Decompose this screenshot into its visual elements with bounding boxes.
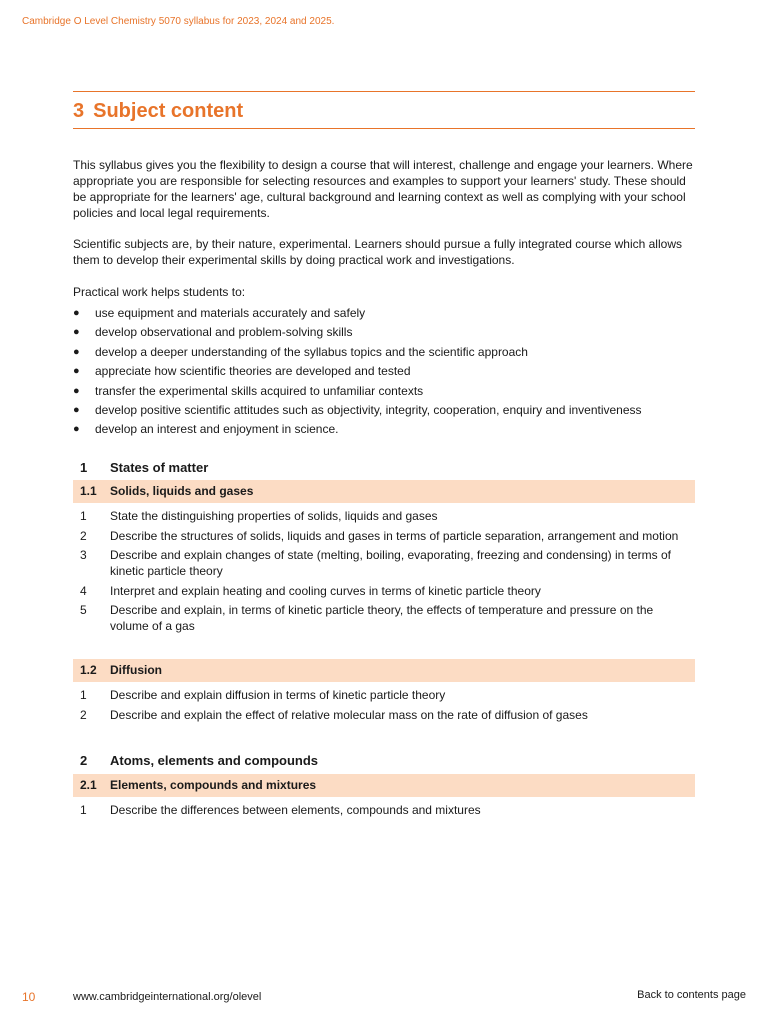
list-item: ● use equipment and materials accurately and safely (73, 304, 695, 323)
list-item: 4 Interpret and explain heating and cooling curves in terms of kinetic particle theory (80, 583, 541, 598)
intro-paragraph-1: This syllabus gives you the flexibility to design a course that will interest, challenge and engage your learners. Where appropriate you are responsible for selecting resources and examples to support your learners' study. These should be appropriate for the learners' age, cultural background and learning context as well as complying with your school policies and local legal requirements. (73, 158, 693, 220)
running-header: Cambridge O Level Chemistry 5070 syllabus for 2023, 2024 and 2025. (22, 16, 335, 27)
list-item: ● develop an interest and enjoyment in science. (73, 420, 695, 439)
website-link[interactable]: www.cambridgeinternational.org/olevel (73, 991, 262, 1003)
list-item: 1 Describe the differences between elements, compounds and mixtures (80, 803, 481, 817)
subtopic-bar (73, 774, 695, 797)
topic-heading (80, 751, 695, 771)
learning-outcomes-list (80, 802, 695, 822)
bullet-icon: ● (73, 326, 80, 339)
subtopic-number: 1.1 (80, 484, 97, 498)
section-number: 3 (73, 100, 85, 122)
back-to-contents-link[interactable]: Back to contents page (637, 989, 746, 1001)
list-item: ● develop observational and problem-solving skills (73, 323, 695, 342)
section-heading-box (73, 91, 695, 129)
list-item: 5 Describe and explain, in terms of kinetic particle theory, the effects of temperature and pressure on the volume of a gas (80, 603, 654, 633)
topic-heading (80, 458, 695, 478)
intro-paragraph-3: Practical work helps students to: (73, 285, 246, 299)
practical-work-list (73, 304, 695, 440)
bullet-icon: ● (73, 365, 80, 378)
learning-outcomes-list (80, 508, 695, 638)
list-item: 2 Describe the structures of solids, liquids and gases in terms of particle separation, arrangement and motion (80, 528, 679, 543)
bullet-icon: ● (73, 307, 80, 319)
list-item: 2 Describe and explain the effect of relative molecular mass on the rate of diffusion of gases (80, 707, 588, 722)
bullet-icon: ● (73, 345, 80, 358)
page-number: 10 (22, 990, 36, 1004)
list-item: ● develop positive scientific attitudes such as objectivity, integrity, cooperation, enquiry and inventiveness (73, 401, 695, 420)
list-item: 1 State the distinguishing properties of solids, liquids and gases (80, 509, 438, 523)
topic-number: 2 (80, 753, 88, 768)
list-item: ● develop a deeper understanding of the syllabus topics and the scientific approach (73, 343, 695, 362)
topic-title: States of matter (110, 460, 209, 475)
learning-outcomes-list (80, 687, 695, 726)
subtopic-title: Diffusion (110, 663, 162, 677)
subtopic-number: 1.2 (80, 663, 97, 677)
subtopic-title: Solids, liquids and gases (110, 484, 254, 498)
list-item: ● appreciate how scientific theories are developed and tested (73, 362, 695, 381)
subtopic-bar (73, 659, 695, 682)
section-title-text: Subject content (93, 100, 244, 122)
bullet-icon: ● (73, 384, 80, 397)
subtopic-bar (73, 480, 695, 503)
topic-number: 1 (80, 460, 88, 475)
intro-paragraph-2: Scientific subjects are, by their nature, experimental. Learners should pursue a fully integrated course which allows them to develop their experimental skills by doing practical work and investigations. (73, 237, 682, 267)
list-item: 1 Describe and explain diffusion in terms of kinetic particle theory (80, 688, 446, 702)
list-item: 3 Describe and explain changes of state (melting, boiling, evaporating, freezing and condensing) in terms of kinetic particle theory (80, 548, 671, 578)
topic-title: Atoms, elements and compounds (110, 753, 319, 768)
subtopic-number: 2.1 (80, 778, 97, 792)
bullet-icon: ● (73, 403, 80, 416)
subtopic-title: Elements, compounds and mixtures (110, 778, 317, 792)
bullet-icon: ● (73, 423, 80, 436)
section-title (73, 100, 243, 123)
list-item: ● transfer the experimental skills acquired to unfamiliar contexts (73, 382, 695, 401)
